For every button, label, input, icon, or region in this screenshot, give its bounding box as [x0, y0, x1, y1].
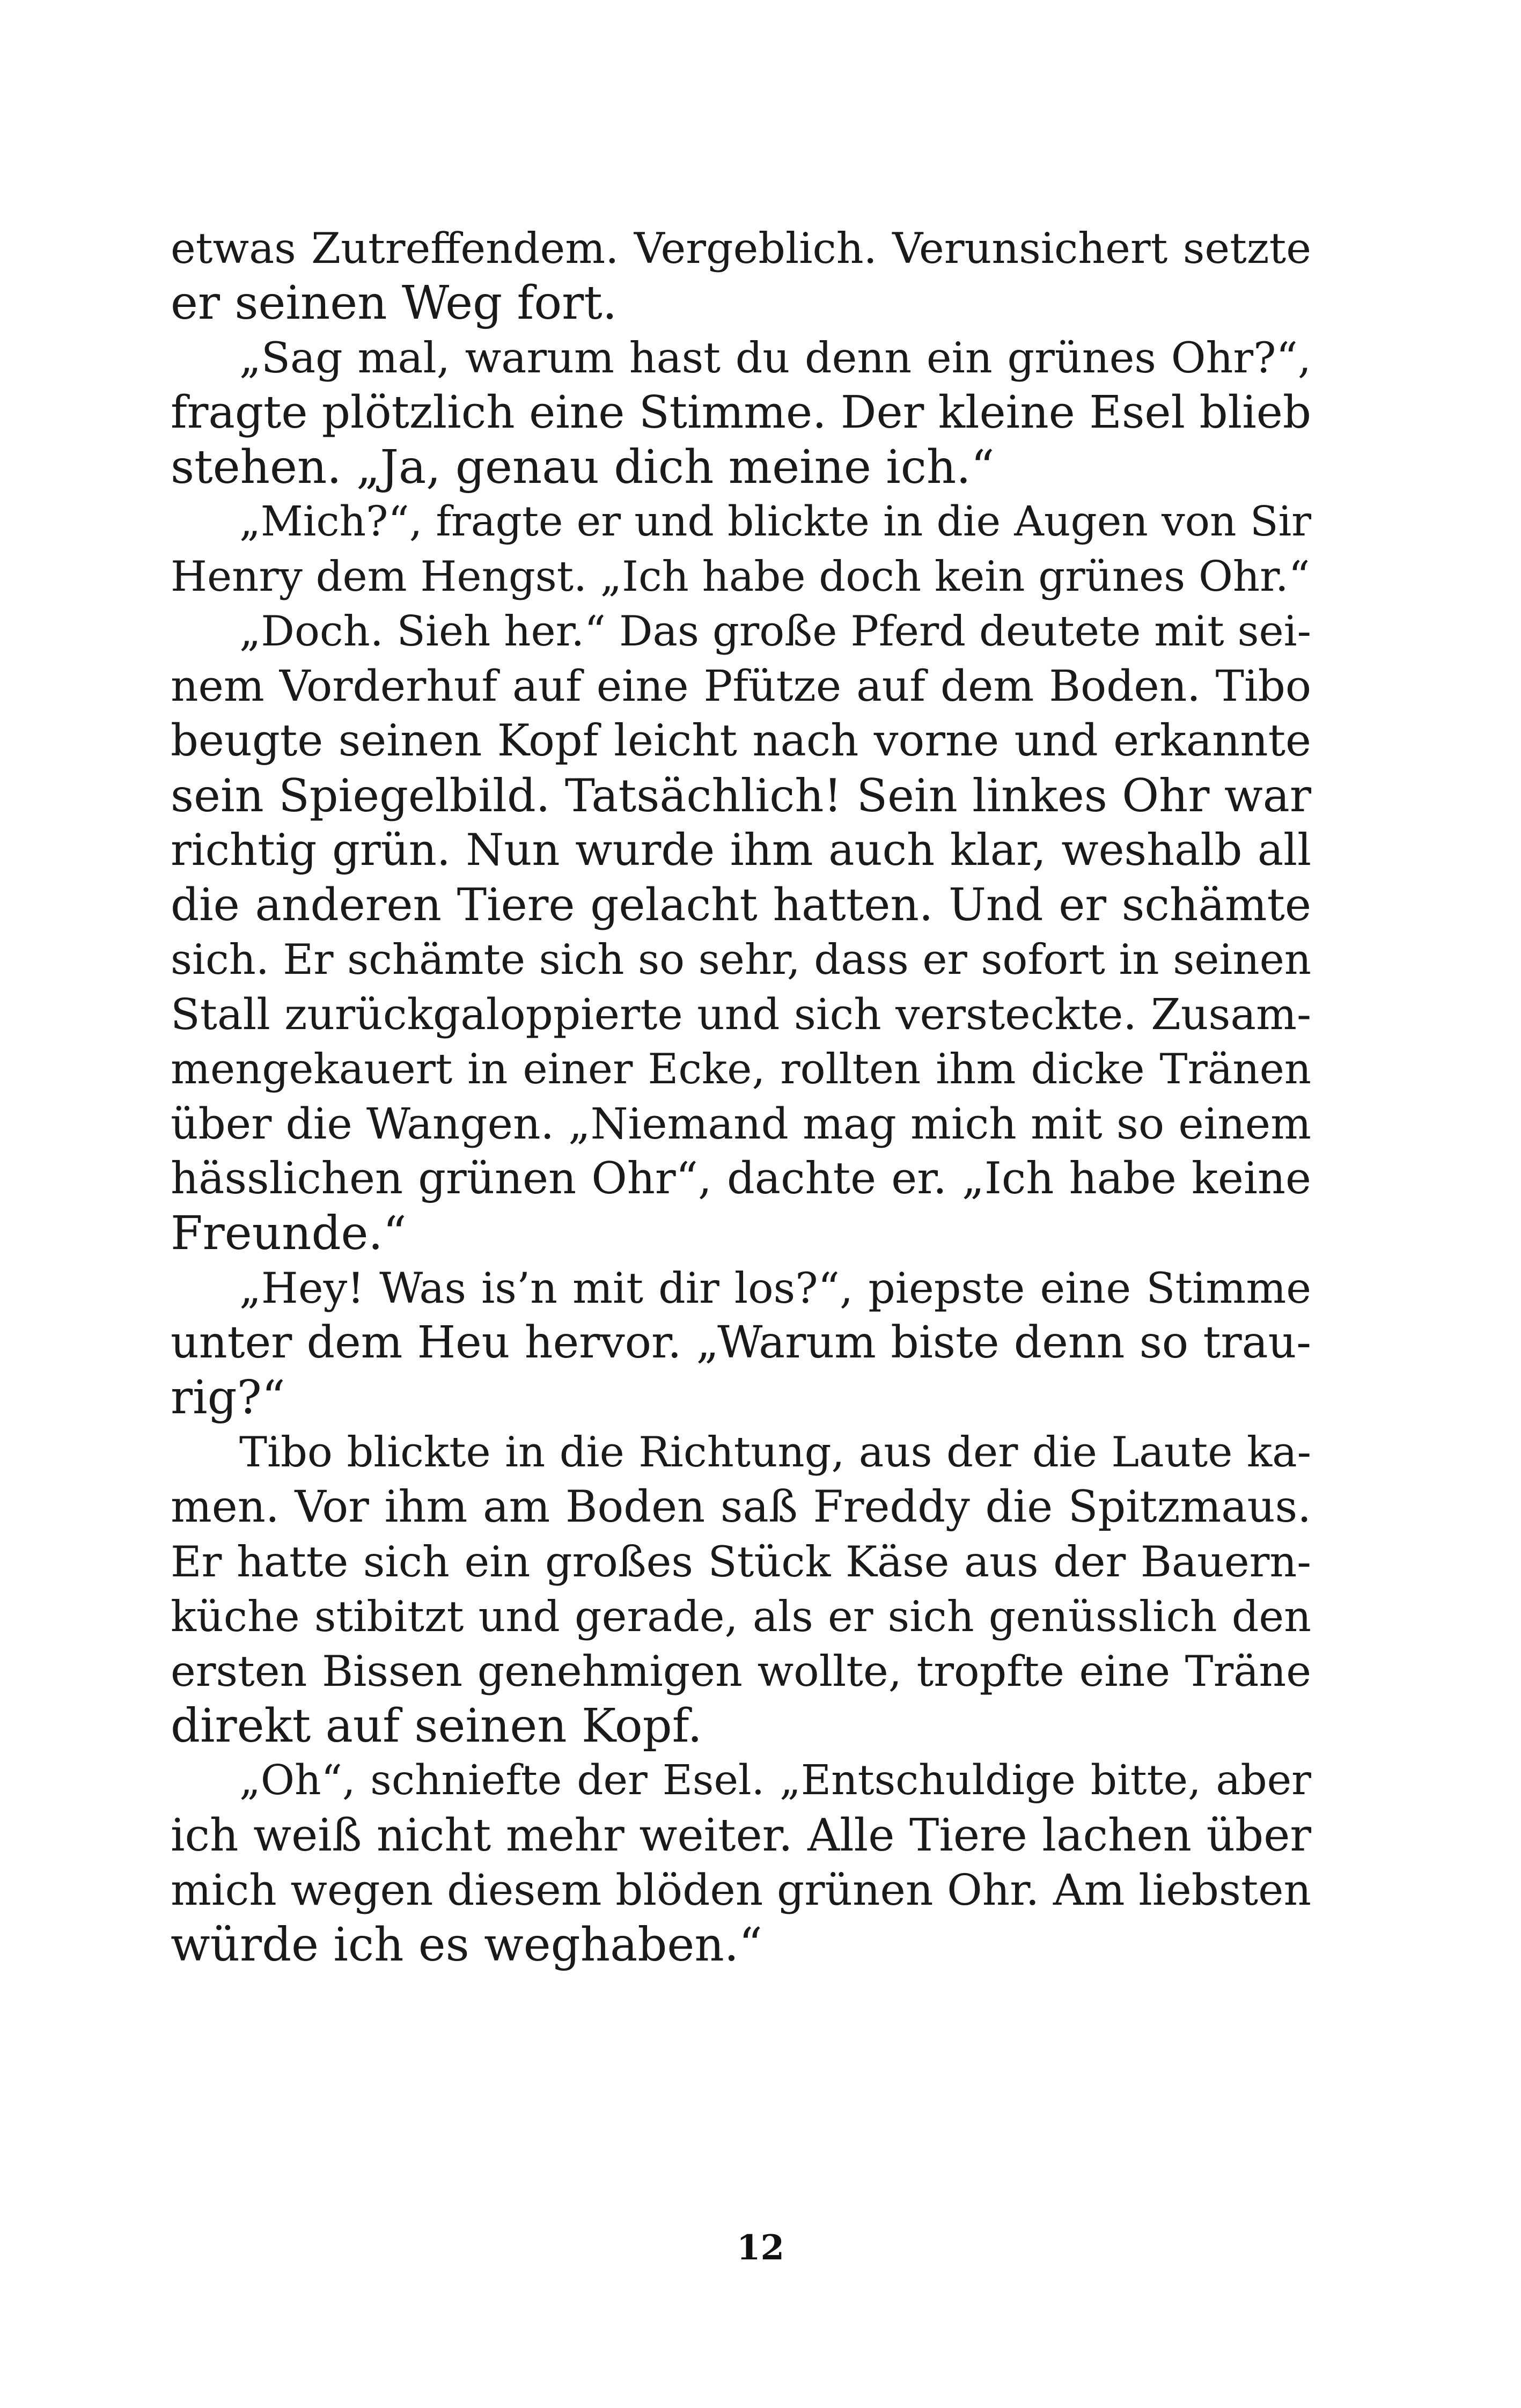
body-text — [171, 221, 1311, 1972]
text-line: ersten Bissen genehmigen wollte, tropfte eine Träne — [171, 1647, 1311, 1696]
text-line: unter dem Heu hervor. „Warum biste denn so trau- — [171, 1317, 1311, 1368]
text-line: fragte plötzlich eine Stimme. Der kleine Esel blieb — [171, 386, 1311, 438]
text-line: sich. Er schämte sich so sehr, dass er sofort in seinen — [171, 936, 1311, 984]
text-line: die anderen Tiere gelacht hatten. Und er schämte — [171, 879, 1311, 931]
page-number: 12 — [736, 2228, 785, 2268]
text-line: stehen. „Ja, genau dich meine ich.“ — [171, 441, 995, 494]
text-line: mich wegen diesem blöden grünen Ohr. Am liebsten — [171, 1865, 1311, 1915]
text-line: er seinen Weg fort. — [171, 276, 618, 330]
text-line: Freunde.“ — [171, 1207, 407, 1260]
text-line: rig?“ — [171, 1371, 285, 1425]
text-line: etwas Zutreffendem. Vergeblich. Verunsichert setzte — [171, 224, 1311, 273]
text-line: hässlichen grünen Ohr“, dachte er. „Ich habe keine — [171, 1154, 1311, 1204]
text-line: über die Wangen. „Niemand mag mich mit so einem — [171, 1099, 1311, 1149]
text-line: Er hatte sich ein großes Stück Käse aus der Bauern- — [171, 1537, 1311, 1587]
text-line: „Sag mal, warum hast du denn ein grünes Ohr?“, — [239, 333, 1311, 383]
text-line: ich weiß nicht mehr weiter. Alle Tiere lachen über — [171, 1809, 1311, 1861]
text-line: Tibo blickte in die Richtung, aus der die Laute ka- — [239, 1428, 1311, 1477]
text-line: sein Spiegelbild. Tatsächlich! Sein linkes Ohr war — [171, 769, 1311, 822]
text-line: „Oh“, schniefte der Esel. „Entschuldige bitte, aber — [239, 1757, 1311, 1804]
text-line: richtig grün. Nun wurde ihm auch klar, weshalb all — [171, 825, 1311, 876]
text-line: „Mich?“, fragte er und blickte in die Augen von Sir — [239, 498, 1311, 546]
text-line: Stall zurückgaloppierte und sich versteckte. Zusam- — [171, 989, 1311, 1039]
text-line: würde ich es weghaben.“ — [171, 1918, 763, 1972]
text-line: „Doch. Sieh her.“ Das große Pferd deutete mit sei- — [239, 607, 1311, 656]
text-line: küche stibitzt und gerade, als er sich genüsslich den — [171, 1592, 1311, 1641]
text-line: men. Vor ihm am Boden saß Freddy die Spitzmaus. — [171, 1482, 1311, 1532]
text-line: direkt auf seinen Kopf. — [171, 1699, 702, 1753]
text-line: nem Vorderhuf auf eine Pfütze auf dem Boden. Tibo — [171, 661, 1311, 711]
text-line: „Hey! Was is’n mit dir los?“, piepste eine Stimme — [239, 1264, 1311, 1313]
text-line: Henry dem Hengst. „Ich habe doch kein grünes Ohr.“ — [171, 553, 1310, 601]
text-line: beugte seinen Kopf leicht nach vorne und erkannte — [171, 716, 1311, 766]
text-line: mengekauert in einer Ecke, rollten ihm dicke Tränen — [171, 1045, 1311, 1093]
